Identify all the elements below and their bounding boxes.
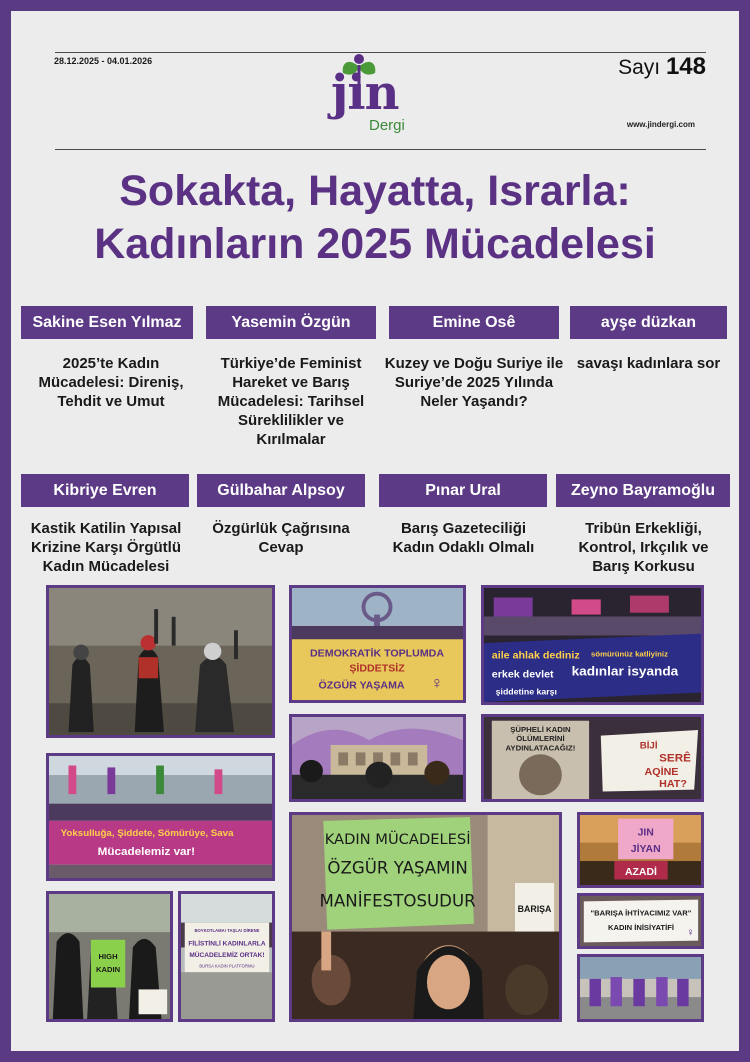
sign-text: KADIN [96, 965, 121, 975]
photo-manifesto-sign [289, 812, 562, 1022]
poster-text: ÖLÜMLERİNİ [516, 734, 565, 744]
banner-text: ÖZGÜR YAŞAMA [318, 679, 405, 692]
photo-need-peace-banner [577, 893, 704, 949]
jin-dergi-logo[interactable] [329, 53, 421, 143]
sign-text: JIN [637, 827, 654, 839]
sign-text: HAT? [659, 779, 687, 790]
sign-text: AQİNE [644, 766, 679, 778]
photo-poverty-violence-banner [46, 753, 275, 881]
author-badge[interactable]: Emine Osê [389, 306, 559, 339]
author-badge[interactable]: Yasemin Özgün [206, 306, 376, 339]
venus-icon: ♀ [686, 926, 695, 939]
photo-women-raising-hands [46, 585, 275, 738]
sign-text: JİYAN [630, 843, 661, 855]
photo-jin-jiyan-azadi [577, 812, 704, 888]
article-title[interactable]: savaşı kadınlara sor [576, 355, 721, 372]
article-title[interactable]: Kuzey ve Doğu Suriye ile Suriye’de 2025 Yılında Neler Yaşandı? [384, 355, 564, 410]
banner-text: BURSA KADIN PLATFORMU [199, 963, 255, 969]
banner-text: BOYKOTLAMA! TAŞLA! DİRENE [194, 928, 260, 934]
sign-text: HIGH [98, 951, 118, 961]
article-title[interactable]: Kastik Katilin Yapısal Krizine Karşı Örgütlü Kadın Mücadelesi [30, 520, 182, 575]
banner-text: KADIN İNİSİYATİFİ [607, 923, 674, 932]
sign-text: KADIN MÜCADELESİ [324, 831, 471, 849]
banner-text: Yoksulluğa, Şiddete, Sömürüye, Sava [60, 828, 234, 840]
magazine-cover [11, 11, 739, 1051]
article-title[interactable]: Barış Gazeteciliği Kadın Odaklı Olmalı [392, 520, 535, 556]
banner-text: erkek devlet [491, 668, 554, 681]
headline-line-2: Kadınların 2025 Mücadelesi [94, 220, 656, 268]
author-badge[interactable]: Zeyno Bayramoğlu [556, 474, 730, 507]
sign-text: AZADİ [624, 867, 657, 878]
date-range: 28.12.2025 - 04.01.2026 [54, 56, 153, 66]
photo-purple-march [577, 954, 704, 1022]
banner-text: sömürünüz katliyiniz [591, 649, 668, 659]
sign-text: BARIŞA [517, 904, 552, 915]
author-badge[interactable]: Pınar Ural [379, 474, 547, 507]
photo-suspicious-deaths-poster [481, 714, 704, 802]
article-title[interactable]: Özgürlük Çağrısına Cevap [212, 520, 350, 556]
issue-number [618, 53, 706, 81]
issue-label: Sayı [618, 56, 661, 79]
sign-text: ÖZGÜR YAŞAMIN [327, 858, 468, 878]
website-url[interactable]: www.jindergi.com [626, 120, 695, 129]
photo-palestine-solidarity [178, 891, 275, 1022]
author-badge[interactable]: Kibriye Evren [21, 474, 189, 507]
article-title[interactable]: Türkiye’de Feminist Hareket ve Barış Mücadelesi: Tarihsel Süreklilikler ve Kırılmalar [217, 355, 365, 448]
venus-icon: ♀ [430, 672, 444, 693]
banner-text: ŞİDDETSİZ [349, 662, 405, 675]
article-title[interactable]: 2025’te Kadın Mücadelesi: Direniş, Tehdit ve Umut [38, 355, 184, 410]
photo-democratic-society-banner [289, 585, 466, 703]
cover-headline [11, 165, 739, 271]
author-badge[interactable]: Sakine Esen Yılmaz [21, 306, 193, 339]
banner-text: "BARIŞA İHTİYACIMIZ VAR" [590, 908, 692, 918]
photo-women-green-sign [46, 891, 173, 1022]
sign-text: BİJİ [639, 740, 658, 752]
sign-text: SERÊ [659, 752, 691, 765]
banner-text: DEMOKRATİK TOPLUMDA [310, 647, 445, 660]
banner-text: şiddetine karşı [495, 686, 557, 697]
banner-text: aile ahlak dediniz [491, 649, 580, 662]
poster-text: ŞÜPHELİ KADIN [510, 725, 571, 734]
poster-text: AYDINLATACAĞIZ! [505, 743, 576, 753]
article-title[interactable]: Tribün Erkekliği, Kontrol, Irkçılık ve Barış Korkusu [578, 520, 709, 575]
header-rule [55, 149, 706, 150]
headline-line-1: Sokakta, Hayatta, Israrla: [119, 167, 631, 215]
author-badge[interactable]: ayşe düzkan [570, 306, 727, 339]
photo-flares-coliseum [289, 714, 466, 802]
author-badge[interactable]: Gülbahar Alpsoy [197, 474, 365, 507]
banner-text: FİLİSTİNLİ KADINLARLA [188, 940, 266, 948]
sign-text: MANİFESTOSUDUR [319, 891, 476, 911]
issue-value: 148 [665, 53, 706, 80]
photo-family-morality-march [481, 585, 704, 705]
logo-wordmark: jin [331, 65, 399, 121]
logo-subtitle: Dergi [369, 117, 405, 134]
banner-text: MÜCADELEMİZ ORTAK! [189, 951, 265, 959]
banner-text: kadınlar isyanda [571, 663, 679, 679]
banner-text: Mücadelemiz var! [97, 846, 195, 859]
